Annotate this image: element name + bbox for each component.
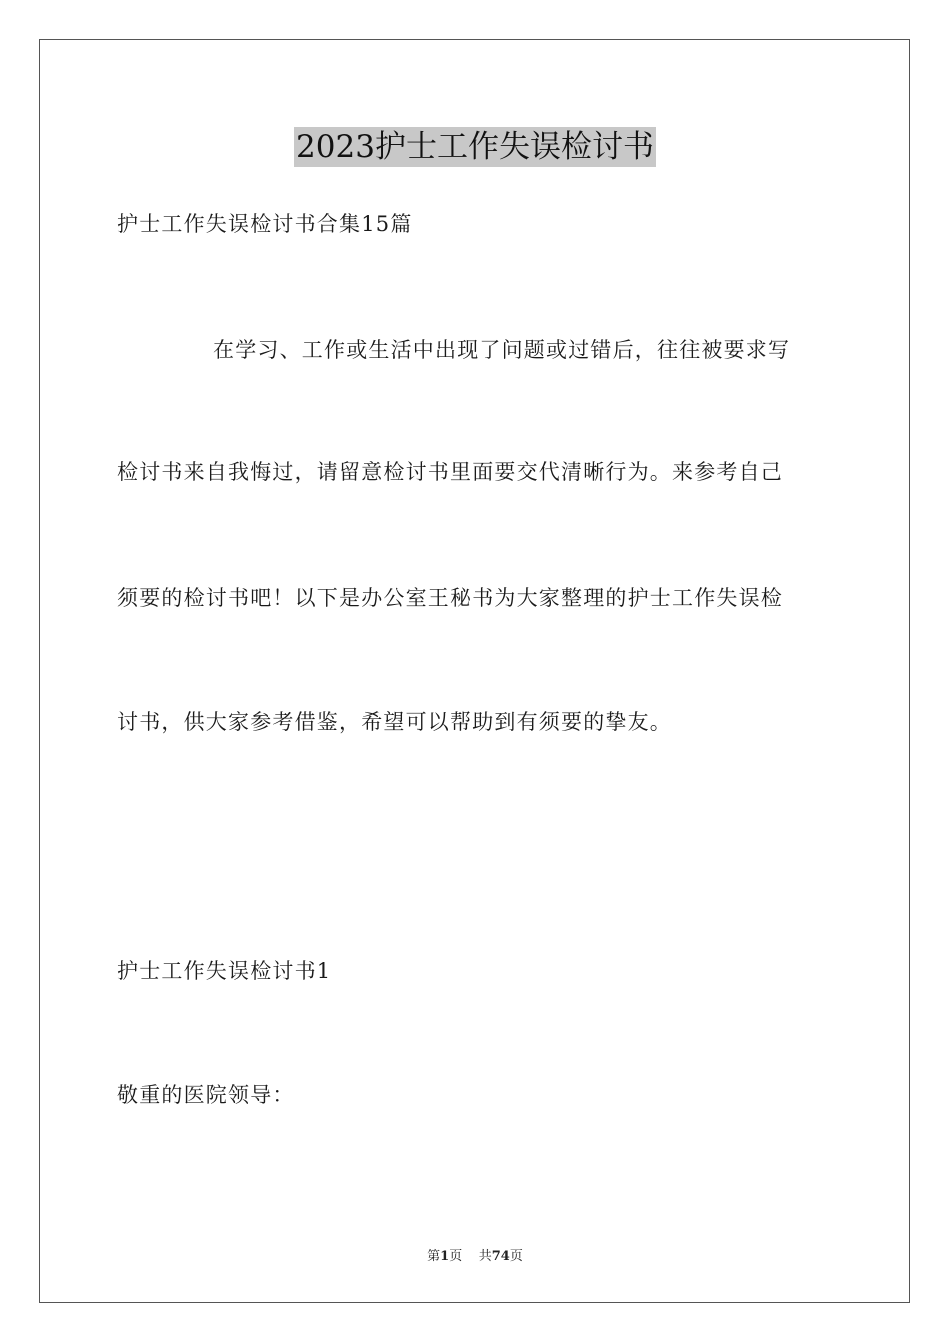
- section-heading: 护士工作失误检讨书1: [117, 959, 332, 983]
- page-footer: [0, 1245, 950, 1264]
- footer-page-suffix: 页: [449, 1249, 463, 1264]
- intro-line-1: 在学习、工作或生活中出现了问题或过错后，往往被要求写: [213, 338, 791, 362]
- footer-total-pages: 74: [491, 1249, 510, 1264]
- title-wrap: [0, 127, 950, 167]
- intro-line-3: 须要的检讨书吧！以下是办公室王秘书为大家整理的护士工作失误检: [117, 586, 783, 610]
- salutation: 敬重的医院领导：: [117, 1083, 295, 1107]
- footer-total-suffix: 页: [509, 1249, 523, 1264]
- footer-total-prefix: 共: [478, 1249, 492, 1264]
- document-title: 2023护士工作失误检讨书: [296, 129, 654, 165]
- subtitle: 护士工作失误检讨书合集15篇: [117, 212, 413, 236]
- intro-line-2: 检讨书来自我悔过，请留意检讨书里面要交代清晰行为。来参考自己: [117, 460, 783, 484]
- footer-page-number: 1: [440, 1249, 450, 1264]
- intro-line-4: 讨书，供大家参考借鉴，希望可以帮助到有须要的挚友。: [117, 710, 672, 734]
- footer-page-prefix: 第: [427, 1249, 441, 1264]
